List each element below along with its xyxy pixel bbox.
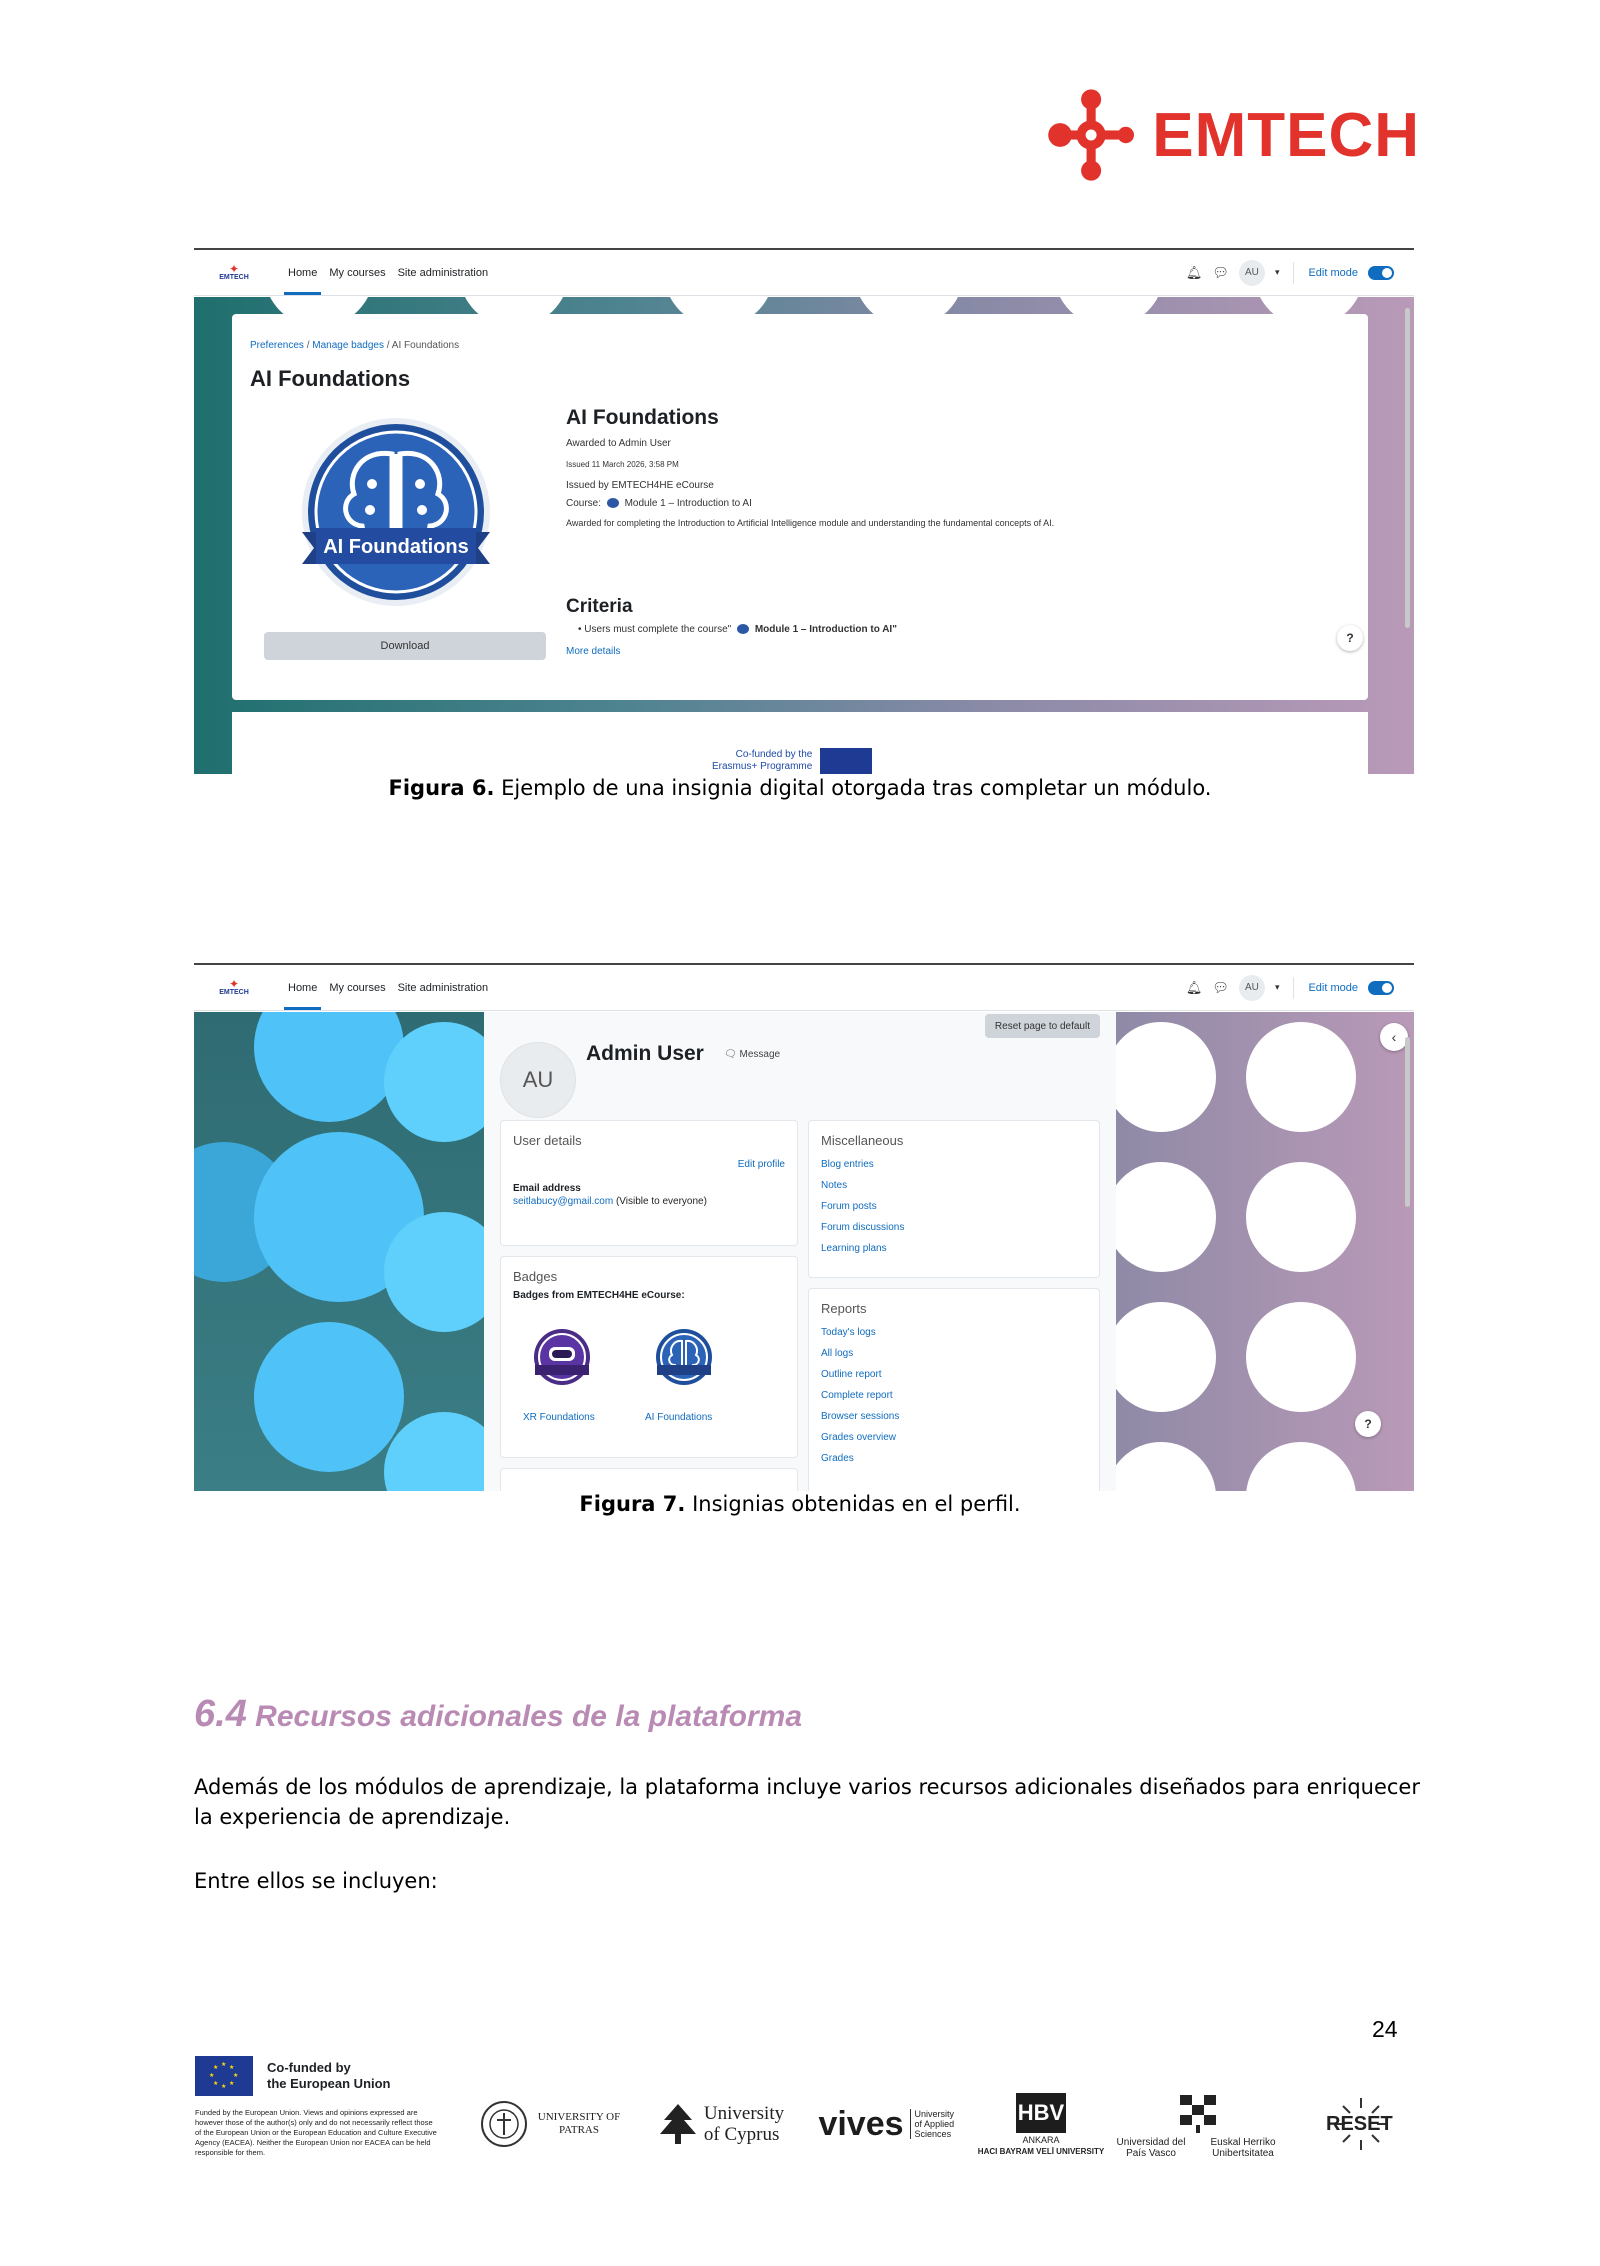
- emtech-logo: [1040, 80, 1420, 190]
- breadcrumb-separator: /: [386, 340, 390, 351]
- message-label: Message: [739, 1049, 781, 1060]
- chat-icon[interactable]: 💬︎: [1212, 264, 1229, 280]
- caption-text: Insignias obtenidas en el perfil.: [685, 1492, 1021, 1516]
- eu-flag-icon: ★ ★ ★ ★ ★ ★ ★ ★: [195, 2056, 253, 2096]
- bell-icon[interactable]: 🔔︎: [1185, 264, 1203, 280]
- bg-blob: [254, 1322, 404, 1472]
- divider: [1293, 977, 1294, 999]
- misc-link[interactable]: Forum posts: [821, 1201, 877, 1212]
- partner-logo-reset: [1306, 2084, 1416, 2164]
- site-logo-text: EMTECH: [219, 988, 249, 996]
- hbv-mark-icon: HBV: [1016, 2093, 1066, 2133]
- profile-avatar: AU: [500, 1042, 576, 1118]
- cyprus-tree-icon: [658, 2102, 698, 2146]
- cofunded-line-1: Co-funded by: [267, 2060, 351, 2075]
- message-link[interactable]: [724, 1049, 780, 1060]
- upv-tree-icon: [1170, 2089, 1226, 2133]
- xr-badge-icon[interactable]: [529, 1327, 595, 1389]
- site-logo[interactable]: [194, 976, 274, 997]
- upv-text-es: Universidad del País Vasco: [1116, 2137, 1186, 2159]
- course-label: Course:: [566, 498, 602, 509]
- reset-page-button[interactable]: Reset page to default: [985, 1014, 1100, 1038]
- section-heading: [194, 1693, 802, 1736]
- emtech-molecule-icon: [1040, 80, 1142, 190]
- panel-title: User details: [513, 1133, 582, 1148]
- course-icon: [737, 624, 749, 634]
- message-icon: 🗨︎: [724, 1049, 737, 1060]
- email-label: Email address: [513, 1183, 581, 1194]
- eu-cofunded-logo: [195, 2056, 391, 2096]
- misc-link[interactable]: Learning plans: [821, 1243, 887, 1254]
- email-value[interactable]: seitlabucy@gmail.com: [513, 1196, 614, 1207]
- edit-profile-link[interactable]: Edit profile: [737, 1159, 785, 1170]
- divider: [1293, 262, 1294, 284]
- patras-text: UNIVERSITY OF PATRAS: [537, 2111, 621, 2136]
- badges-panel: [500, 1256, 798, 1458]
- cofund-line-2: Erasmus+ Programme: [712, 761, 813, 772]
- cyprus-text-2: of Cyprus: [703, 2124, 780, 2145]
- partner-logo-upv-ehu: [1106, 2084, 1290, 2164]
- nav-site-administration[interactable]: Site administration: [397, 981, 489, 994]
- panel-title: Miscellaneous: [821, 1133, 904, 1148]
- bg-bubble: [1246, 1302, 1356, 1412]
- profile-content: [484, 1012, 1116, 1491]
- bg-bubble: [1246, 1162, 1356, 1272]
- hbv-text-2: HACI BAYRAM VELİ UNIVERSITY: [977, 2146, 1105, 2156]
- bg-bubble: [1246, 1022, 1356, 1132]
- eu-flag-icon: [820, 748, 872, 774]
- caption-label: Figura 6.: [388, 776, 495, 800]
- chevron-down-icon[interactable]: ▾: [1274, 982, 1280, 992]
- badge-link-ai[interactable]: AI Foundations: [645, 1412, 713, 1423]
- nav-home[interactable]: Home: [288, 965, 317, 1010]
- vives-subtitle: University of Applied Sciences: [910, 2109, 956, 2139]
- logo-icon: ✦: [228, 261, 240, 276]
- email-row: [513, 1196, 785, 1208]
- partner-logo-hbv: [976, 2084, 1106, 2164]
- user-avatar[interactable]: AU: [1239, 975, 1265, 1001]
- scrollbar[interactable]: [1405, 1037, 1410, 1207]
- bg-bubble: [1116, 1442, 1216, 1491]
- badges-source: Badges from EMTECH4HE eCourse:: [513, 1290, 685, 1301]
- nav-my-courses[interactable]: My courses: [329, 266, 386, 279]
- report-link[interactable]: Today's logs: [821, 1327, 876, 1338]
- badge-description: Awarded for completing the Introduction to Artificial Intelligence module and understanding the fundamental concepts of AI.: [566, 518, 1055, 528]
- partner-logo-cyprus: [648, 2084, 794, 2164]
- bg-blob: [254, 1012, 404, 1122]
- partner-logo-patras: [478, 2084, 626, 2164]
- decorative-art-left: [194, 1012, 484, 1491]
- report-link[interactable]: Browser sessions: [821, 1411, 900, 1422]
- badge-image-label: AI Foundations: [323, 536, 469, 558]
- figure-7-screenshot: [194, 963, 1414, 1491]
- criteria-text: Users must complete the course": [584, 624, 732, 635]
- edit-mode-toggle[interactable]: [1368, 981, 1394, 995]
- page-title: AI Foundations: [250, 366, 411, 391]
- user-avatar[interactable]: AU: [1239, 260, 1265, 286]
- criteria-item: [578, 624, 897, 635]
- cyprus-text-1: University: [703, 2103, 785, 2124]
- reports-panel: [808, 1288, 1100, 1491]
- upv-text-eu: Euskal Herriko Unibertsitatea: [1210, 2137, 1276, 2159]
- edit-mode-toggle[interactable]: [1368, 266, 1394, 280]
- help-button[interactable]: ?: [1337, 625, 1363, 651]
- cofunded-erasmus: [712, 748, 872, 774]
- user-details-panel: [500, 1120, 798, 1246]
- chat-icon[interactable]: 💬︎: [1212, 979, 1229, 995]
- bg-bubble: [1116, 1302, 1216, 1412]
- funding-disclaimer: Funded by the European Union. Views and opinions expressed are however those of the author(s) only and do not necessarily reflect those of the European Union or the European Education and Culture Executive Agency (EACEA). Neither the European Union nor EACEA can be held responsible for them.: [195, 2108, 437, 2157]
- page-background: [194, 297, 1414, 774]
- breadcrumb-preferences[interactable]: Preferences: [250, 340, 304, 351]
- download-button[interactable]: Download: [264, 632, 546, 660]
- report-link[interactable]: All logs: [821, 1348, 854, 1359]
- ai-foundations-badge-image: [292, 414, 500, 614]
- badge-detail-title: AI Foundations: [566, 406, 719, 429]
- figure-7-caption: [0, 1492, 1600, 1516]
- nav-home[interactable]: Home: [288, 250, 317, 295]
- report-link[interactable]: Complete report: [821, 1390, 893, 1401]
- section-paragraph: Además de los módulos de aprendizaje, la plataforma incluye varios recursos adicionales diseñados para enriquecer la experiencia de aprendizaje.: [194, 1775, 1420, 1829]
- section-paragraph-intro: Entre ellos se incluyen:: [194, 1869, 438, 1893]
- site-logo-text: EMTECH: [219, 273, 249, 281]
- breadcrumb-separator: /: [306, 340, 310, 351]
- help-button[interactable]: ?: [1355, 1411, 1381, 1437]
- section-title: Recursos adicionales de la plataforma: [255, 1700, 803, 1733]
- emtech-wordmark: EMTECH: [1152, 100, 1420, 170]
- site-logo[interactable]: [194, 261, 274, 282]
- more-details-link[interactable]: More details: [566, 646, 621, 657]
- panel-title: Badges: [513, 1269, 558, 1284]
- hbv-text-1: ANKARA: [1022, 2134, 1060, 2145]
- figure-6-screenshot: [194, 248, 1414, 774]
- report-link[interactable]: Grades overview: [821, 1432, 897, 1443]
- issued-by: Issued by EMTECH4HE eCourse: [566, 480, 714, 491]
- misc-link[interactable]: Blog entries: [821, 1159, 874, 1170]
- caption-text: Ejemplo de una insignia digital otorgada tras completar un módulo.: [494, 776, 1212, 800]
- chevron-down-icon[interactable]: ▾: [1274, 267, 1280, 277]
- figure-6-caption: [0, 776, 1600, 800]
- badge-link-xr[interactable]: XR Foundations: [523, 1412, 595, 1423]
- bullet-icon: •: [578, 624, 582, 635]
- top-navbar: [194, 965, 1414, 1011]
- bg-bubble: [1246, 1442, 1356, 1491]
- misc-link[interactable]: Notes: [821, 1180, 848, 1191]
- profile-user-name: Admin User: [586, 1042, 704, 1065]
- panel-title: Reports: [821, 1301, 867, 1316]
- report-link[interactable]: Grades: [821, 1453, 854, 1464]
- report-link[interactable]: Outline report: [821, 1369, 882, 1380]
- more-panel: [500, 1468, 798, 1491]
- partner-logo-vives: [816, 2084, 958, 2164]
- course-icon: [607, 498, 619, 508]
- course-line: [566, 498, 752, 509]
- bg-bubble: [1116, 1022, 1216, 1132]
- page-number: 24: [1372, 2016, 1398, 2042]
- breadcrumb-manage-badges[interactable]: Manage badges: [312, 340, 384, 351]
- criteria-heading: Criteria: [566, 596, 633, 617]
- edit-mode-label: Edit mode: [1308, 266, 1358, 279]
- drawer-toggle-icon[interactable]: ‹: [1380, 1023, 1408, 1051]
- cofunded-line-2: the European Union: [267, 2076, 391, 2091]
- misc-link[interactable]: Forum discussions: [821, 1222, 905, 1233]
- course-name: Module 1 – Introduction to AI: [624, 498, 752, 509]
- nav-my-courses[interactable]: My courses: [329, 981, 386, 994]
- criteria-course: Module 1 – Introduction to AI": [754, 624, 897, 635]
- bell-icon[interactable]: 🔔︎: [1185, 979, 1203, 995]
- bg-bubble: [1116, 1162, 1216, 1272]
- edit-mode-label: Edit mode: [1308, 981, 1358, 994]
- scrollbar[interactable]: [1405, 308, 1410, 628]
- issued-date: Issued 11 March 2026, 3:58 PM: [566, 460, 679, 469]
- nav-site-administration[interactable]: Site administration: [397, 266, 489, 279]
- cofund-line-1: Co-funded by the: [735, 749, 813, 760]
- ai-badge-icon[interactable]: [651, 1327, 717, 1389]
- patras-seal-icon: [480, 2100, 528, 2148]
- section-number: 6.4: [194, 1693, 247, 1735]
- miscellaneous-panel: [808, 1120, 1100, 1278]
- email-visibility: (Visible to everyone): [615, 1196, 707, 1207]
- logo-icon: ✦: [228, 976, 240, 991]
- awarded-to: Awarded to Admin User: [566, 438, 671, 449]
- breadcrumb: [250, 340, 459, 351]
- breadcrumb-current: AI Foundations: [391, 340, 460, 351]
- vives-text: vives: [818, 2104, 904, 2143]
- reset-text: RESET: [1326, 2112, 1393, 2135]
- caption-label: Figura 7.: [579, 1492, 686, 1516]
- top-navbar: [194, 250, 1414, 296]
- badge-card: [232, 314, 1368, 700]
